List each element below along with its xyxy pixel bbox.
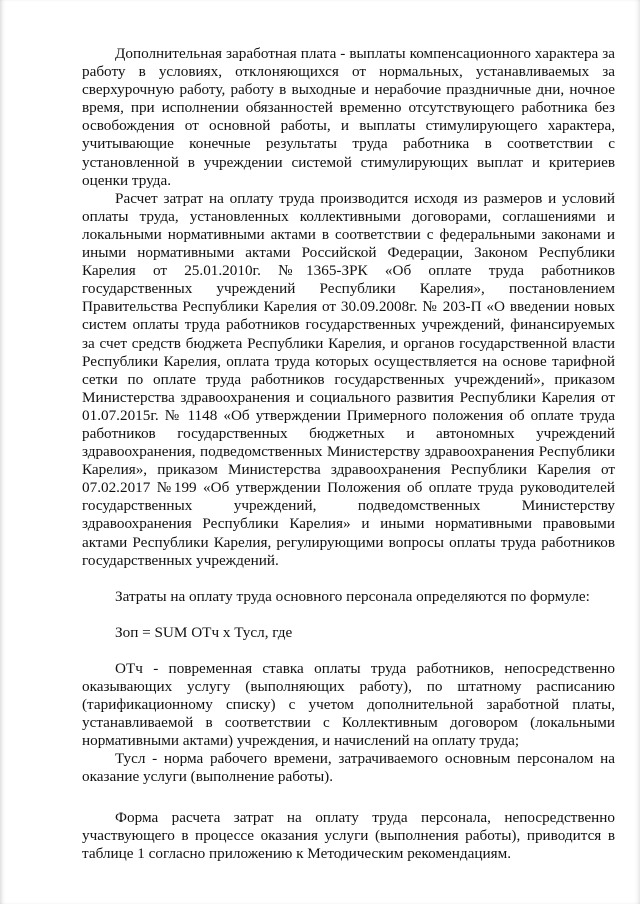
paragraph-calculation-form: Форма расчета затрат на оплату труда персонала, непосредственно участвующего в процессе оказания услуги (выполнения работы), приводится в таблице 1 согласно приложению к Методическим рекомендациям. — [82, 808, 615, 862]
paragraph-labor-cost-calculation: Расчет затрат на оплату труда производится исходя из размеров и условий оплаты труда, установленных коллективными договорами, соглашениями и локальными нормативными актами в соответствии с федеральными законами и иными нормативными актами Российской Федерации, Законом Республики Карелия от 25.01.2010г. №1365-ЗРК «Об оплате труда работников государственных учреждений Республики Карелия», постановлением Правительства Республики Карелия от 30.09.2008г. № 203-П «О введении новых систем оплаты труда работников государственных учреждений, финансируемых за счет средств бюджета Республики Карелия, и органов государственной власти Республики Карелия, оплата труда которых осуществляется на основе тарифной сетки по оплате труда работников государственных учреждений», приказом Министерства здравоохранения и социального развития Республики Карелия от 01.07.2015г. № 1148 «Об утверждении Примерного положения об оплате труда работников государственных бюджетных и автономных учреждений здравоохранения, подведомственных Министерству здравоохранения Республики Карелия», приказом Министерства здравоохранения Республики Карелия от 07.02.2017 №199 «Об утверждении Положения об оплате труда руководителей государственных учреждений, подведомственных Министерству здравоохранения Республики Карелия» и иными нормативными правовыми актами Республики Карелия, регулирующими вопросы оплаты труда работников государственных учреждений. — [82, 189, 615, 569]
paragraph-additional-salary: Дополнительная заработная плата - выплаты компенсационного характера за работу в условиях, отклоняющихся от нормальных, устанавливаемых за сверхурочную работу, работу в выходные и нерабочие праздничные дни, ночное время, при исполнении обязанностей временно отсутствующего работника без освобождения от основной работы, и выплаты стимулирующего характера, учитывающие конечные результаты труда работника в соответствии с установленной в учреждении системой стимулирующих выплат и критериев оценки труда. — [82, 45, 615, 189]
formula: Зоп = SUM ОТч х Тусл, где — [115, 623, 293, 641]
spacer — [82, 787, 615, 809]
paragraph-hourly-rate-definition: ОТч - повременная ставка оплаты труда работников, непосредственно оказывающих услугу (выполняющих работу), по штатному расписанию (тарификационному списку) с учетом дополнительной заработной платы, устанавливаемой в соответствии с Коллективным договором (локальными нормативными актами) учреждения, и начислений на оплату труда; — [82, 659, 615, 750]
document-body — [82, 45, 615, 863]
paragraph-formula-intro: Затраты на оплату труда основного персонала определяются по формуле: — [115, 587, 590, 605]
spacer — [82, 570, 615, 588]
spacer — [82, 606, 615, 624]
paragraph-working-time-definition: Тусл - норма рабочего времени, затрачиваемого основным персоналом на оказание услуги (выполнение работы). — [82, 750, 615, 786]
spacer — [82, 642, 615, 660]
